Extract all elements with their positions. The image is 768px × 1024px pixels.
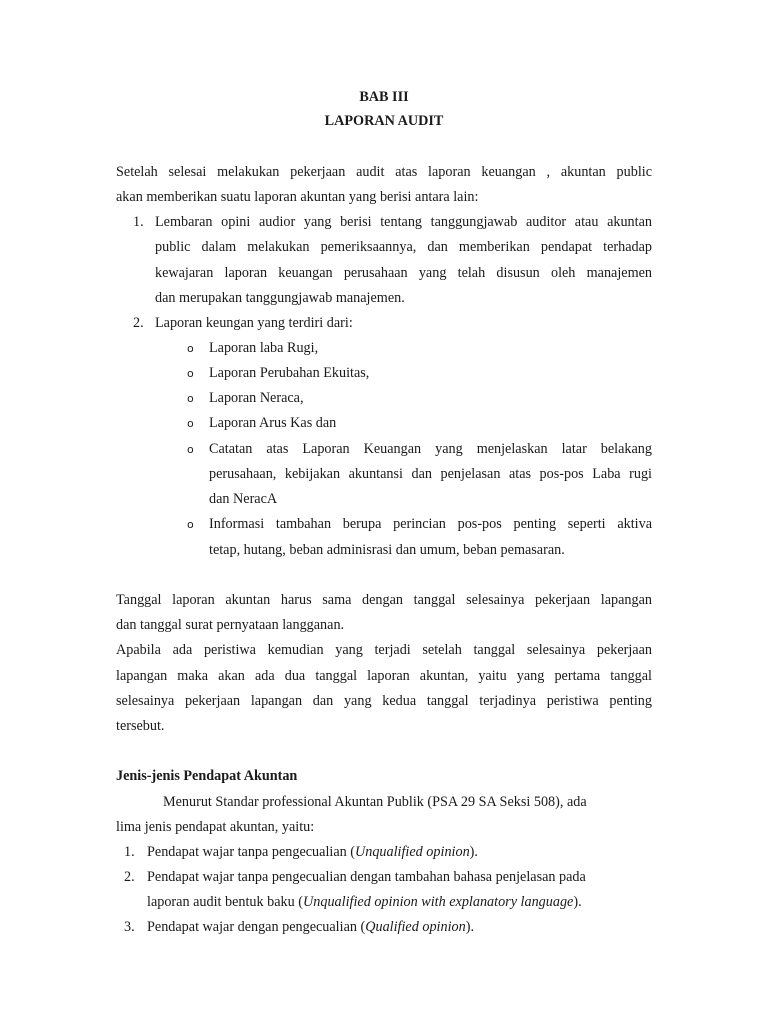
paragraph-line: Tanggal laporan akuntan harus sama dengan tanggal selesainya pekerjaan lapangan bbox=[116, 592, 652, 608]
paragraph-line: tersebut. bbox=[116, 718, 165, 734]
list-item-line: kewajaran laporan keuangan perusahaan yang telah disusun oleh manajemen bbox=[155, 265, 652, 281]
sub-item: dan NeracA bbox=[209, 491, 278, 507]
sub-item: Catatan atas Laporan Keuangan yang menjelaskan latar belakang bbox=[209, 441, 652, 457]
bullet-marker: o bbox=[187, 443, 194, 456]
chapter-title: LAPORAN AUDIT bbox=[324, 113, 444, 129]
section-intro-line: lima jenis pendapat akuntan, yaitu: bbox=[116, 819, 315, 835]
intro-line: akan memberikan suatu laporan akuntan yang berisi antara lain: bbox=[116, 189, 479, 205]
paragraph-line: Apabila ada peristiwa kemudian yang terjadi setelah tanggal selesainya pekerjaan bbox=[116, 642, 652, 658]
list-number: 3. bbox=[124, 919, 135, 935]
opinion-item: Pendapat wajar tanpa pengecualian dengan tambahan bahasa penjelasan pada bbox=[147, 869, 586, 885]
chapter-number: BAB III bbox=[359, 89, 409, 105]
section-intro-line: Menurut Standar professional Akuntan Publik (PSA 29 SA Seksi 508), ada bbox=[163, 794, 587, 810]
sub-item: Laporan laba Rugi, bbox=[209, 340, 319, 356]
list-item-line: dan merupakan tanggungjawab manajemen. bbox=[155, 290, 405, 306]
list-item-line: Laporan keungan yang terdiri dari: bbox=[155, 315, 353, 331]
paragraph-line: lapangan maka akan ada dua tanggal laporan akuntan, yaitu yang pertama tanggal bbox=[116, 668, 652, 684]
bullet-marker: o bbox=[187, 342, 194, 355]
list-item-line: Lembaran opini audior yang berisi tentang tanggungjawab auditor atau akuntan bbox=[155, 214, 652, 230]
sub-item: Laporan Perubahan Ekuitas, bbox=[209, 365, 370, 381]
intro-line: Setelah selesai melakukan pekerjaan audit atas laporan keuangan , akuntan public bbox=[116, 164, 652, 180]
bullet-marker: o bbox=[187, 367, 194, 380]
bullet-marker: o bbox=[187, 518, 194, 531]
bullet-marker: o bbox=[187, 392, 194, 405]
sub-item: perusahaan, kebijakan akuntansi dan penjelasan atas pos-pos Laba rugi bbox=[209, 466, 652, 482]
sub-item: tetap, hutang, beban adminisrasi dan umum, beban pemasaran. bbox=[209, 542, 565, 558]
sub-item: Laporan Arus Kas dan bbox=[209, 415, 337, 431]
list-number: 2. bbox=[133, 315, 144, 331]
opinion-item: Pendapat wajar dengan pengecualian (Qualified opinion). bbox=[147, 919, 475, 935]
opinion-item: Pendapat wajar tanpa pengecualian (Unqualified opinion). bbox=[147, 844, 478, 860]
sub-item: Laporan Neraca, bbox=[209, 390, 304, 406]
sub-item: Informasi tambahan berupa perincian pos-pos penting seperti aktiva bbox=[209, 516, 652, 532]
section-title: Jenis-jenis Pendapat Akuntan bbox=[116, 768, 298, 784]
paragraph-line: dan tanggal surat pernyataan langganan. bbox=[116, 617, 345, 633]
opinion-item: laporan audit bentuk baku (Unqualified opinion with explanatory language). bbox=[147, 894, 582, 910]
paragraph-line: selesainya pekerjaan lapangan dan yang kedua tanggal terjadinya peristiwa penting bbox=[116, 693, 652, 709]
bullet-marker: o bbox=[187, 417, 194, 430]
list-number: 1. bbox=[133, 214, 144, 230]
list-number: 1. bbox=[124, 844, 135, 860]
list-number: 2. bbox=[124, 869, 135, 885]
list-item-line: public dalam melakukan pemeriksaannya, dan memberikan pendapat terhadap bbox=[155, 239, 652, 255]
